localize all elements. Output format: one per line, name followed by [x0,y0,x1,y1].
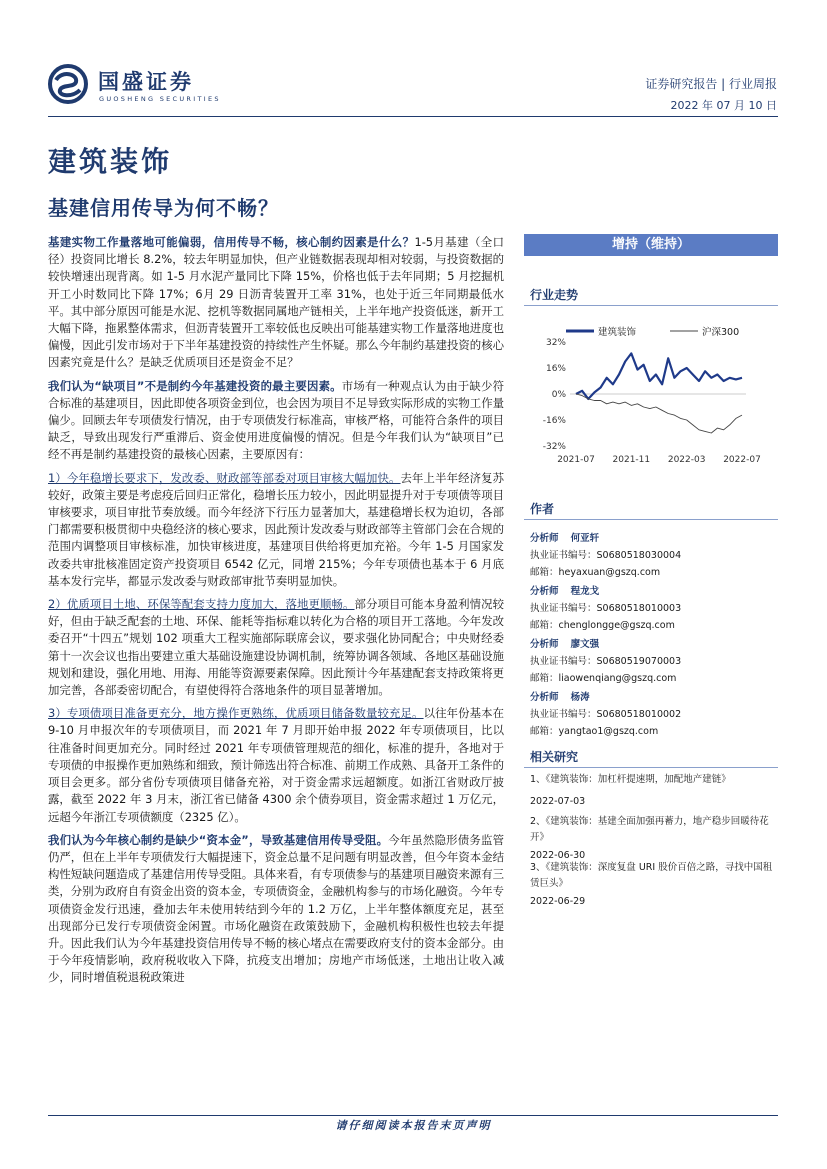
paragraph [48,378,504,464]
paragraph-lead: 3）专项债项目准备更充分，地方操作更熟练，优质项目储备数量较充足。 [48,706,424,721]
analyst-email[interactable]: 邮箱：heyaxuan@gszq.com [530,567,661,578]
paragraph-lead: 我们认为今年核心制约是缺少“资本金”，导致基建信用传导受阻。 [48,832,389,847]
brand-name: 国盛证券 [98,70,194,94]
guosheng-logo-icon [48,64,88,104]
related-section-title: 相关研究 [530,750,579,764]
analyst-email[interactable]: 邮箱：liaowenqiang@gszq.com [530,673,677,684]
related-report[interactable]: 3、《建筑装饰：深度复盘 URI 股价百倍之路，寻找中国租赁巨头》 2022-06-29 [530,862,773,907]
industry-title: 建筑装饰 [48,145,173,178]
paragraph-text: 今年虽然隐形债务监管仍严，但在上半年专项债发行大幅提速下，资金总量不足问题有明显改善，但今年资本金结构性短缺问题造成了基建信用传导受阻。具体来看，有专项债参与的基建项目融资来源有三类，分别为政府自有资金出资的资本金，专项债资金，金融机构参与的市场化融资。今年专项债资金发行迅速，叠加去年未使用转结到今年的 1.2 万亿，上半年整体额度充足，甚至出现部分已发行专项债资金闲置。市场化融资在政策鼓励下，金融机构积极性也较去年提升。因此我们认为今年基建投资信用传导不畅的核心堵点在需要政府支付的资本金部分。由于今年疫情影响，政府税收收入下降，抗疫支出增加；房地产市场低迷，土地出让收入减少，同时增值税退税政策进 [48,832,504,985]
paragraph [48,470,504,590]
x-tick-label: 2022-07 [723,455,761,465]
analyst-cert: 执业证书编号：S0680518010003 [530,603,682,614]
y-tick-label: -32% [542,442,566,452]
paragraph-text: 部分项目可能本身盈利情况较好，但由于缺乏配套的土地、环保、能耗等指标难以转化为合格的项目开工落地。今年发改委召开“十四五”规划 102 项重大工程实施部际联席会议，要求强化协同配合；中央财经委第十一次会议也指出要建立重大基础设施建设协调机制，统筹协调各领域、各地区基础设施规划和建设，强化用地、用海、用能等资源要素保障。因此预计今年基建配套支持政策将更加完善，各部委密切配合，有望使得符合落地条件的项目显著增加。 [48,597,504,698]
header-divider [48,116,778,117]
authors-section-title: 作者 [530,502,555,516]
series-line-sector [576,353,742,399]
trend-section-title: 行业走势 [530,288,579,302]
paragraph [48,705,504,825]
y-tick-label: 0% [551,390,566,400]
x-tick-label: 2021-07 [557,455,595,465]
report-body [48,234,504,993]
series-line-index [576,394,742,433]
paragraph-text: 市场有一种观点认为由于缺少符合标准的基建项目，因此即使各项资金到位，也会因为项目不足导致实际形成的实物工作量偏少。回顾去年专项债发行情况，由于专项债发行标准高，审核严格，可能符合条件的项目缺乏，导致出现发行严重滞后、资金使用进度偏慢的情况。但是今年我们认为“缺项目”已经不再是制约基建投资的最核心因素，主要原因有： [48,378,504,462]
paragraph-text: 去年上半年经济复苏较好，政策主要是考虑疫后回归正常化，稳增长压力较小，因此明显提升对于专项债等项目审核要求，项目审批节奏放缓。而今年经济下行压力显著加大，基建稳增长权为迫切，各部门都需要积极贯彻中央稳经济的核心要求，因此预计发改委与财政部等主管部门会在合规的范围内调整项目审核标准，加快审核进度，基建项目供给将更加充裕。今年 1-5 月国家发改委共审批核准固定资产投资项目 6542 亿元，同增 215%；今年专项债也基本于 6 月底基本发行完毕，都显示发改委与财政部审批节奏明显加快。 [48,470,504,588]
industry-trend-chart [524,318,778,468]
analyst-email[interactable]: 邮箱：chenglongge@gszq.com [530,620,675,631]
section-divider [524,767,778,768]
paragraph [48,832,504,987]
y-tick-label: 16% [545,364,566,374]
report-date: 2022 年 07 月 10 日 [670,99,777,112]
analyst-cert: 执业证书编号：S0680518030004 [530,550,682,561]
analyst-name-row: 分析师 廖文强 [530,639,600,650]
paragraph-lead: 基建实物工作量落地可能偏弱，信用传导不畅，核心制约因素是什么？ [48,235,415,249]
paragraph-text: 以往年份基本在 9-10 月申报次年的专项债项目，而 2021 年 7 月即开始申报 2022 年专项债项目，比以往准备时间更加充分。同时经过 2021 年专项债管理规范的细化，标准的提升，各地对于专项债的申报操作更加熟练和细致，预计筛选出符合标准、前期工作成熟、具备开工条件的项目会更多。部分省份专项债项目储备充裕，对于资金需求远超额度。如浙江省财政厅披露，截至 2022 年 3 月末，浙江省已储备 4300 余个债券项目，资金需求超过 1 万亿元，远超今年浙江专项债额度（2325 亿）。 [48,706,504,824]
footer-divider [48,1115,778,1116]
report-title: 基建信用传导为何不畅？ [48,196,279,220]
y-tick-label: 32% [545,338,566,348]
analyst-cert: 执业证书编号：S0680518010002 [530,709,682,720]
legend-label-index: 沪深300 [702,327,740,338]
analyst-cert: 执业证书编号：S0680519070003 [530,656,682,667]
x-tick-label: 2021-11 [612,455,651,465]
paragraph-lead: 我们认为“缺项目”不是制约今年基建投资的最主要因素。 [48,378,342,393]
chart-legend [566,326,739,338]
y-tick-label: -16% [542,416,566,426]
brand-name-en: GUOSHENG SECURITIES [99,95,221,103]
x-tick-label: 2022-03 [667,455,706,465]
paragraph [48,596,504,699]
related-report[interactable]: 1、《建筑装饰：加杠杆提速期，加配地产建链》 2022-07-03 [530,774,731,807]
analyst-name-row: 分析师 程龙戈 [530,586,600,597]
paragraph-text: 1-5月基建（全口径）投资同比增长 8.2%，较去年明显加快，但产业链数据表现却相对较弱，与投资数据的较快增速出现背离。如 1-5 月水泥产量同比下降 15%，价格也低于去年同期；5 月挖掘机开工小时数同比下降 17%；6月 29 日沥青装置开工率 31%，也处于近三年同期最低水平。其中部分原因可能是水泥、挖机等数据同属地产链相关，上半年地产投资低迷，新开工大幅下降，拖累整体需求，但沥青装置开工率较低也反映出可能基建实物工作量落地进度也偏慢，因此引发市场对于下半年基建投资的持续性产生怀疑。那么今年制约基建投资的核心因素究竟是什么？是缺乏优质项目还是资金不足？ [48,235,504,370]
analyst-email[interactable]: 邮箱：yangtao1@gszq.com [530,726,659,737]
related-report[interactable]: 2、《建筑装饰：基建全面加强再蓄力，地产稳步回暖待花开》 2022-06-30 [530,816,769,861]
paragraph [48,234,504,372]
paragraph-lead: 1）今年稳增长要求下，发改委、财政部等部委对项目审核大幅加快。 [48,470,401,485]
section-divider [524,519,778,520]
analyst-name-row: 分析师 杨涛 [530,692,590,703]
legend-label-sector: 建筑装饰 [598,327,637,338]
analyst-name-row: 分析师 何亚轩 [530,533,600,544]
section-divider [524,305,778,306]
disclaimer-note: 请仔细阅读本报告末页声明 [335,1119,492,1132]
paragraph-lead: 2）优质项目土地、环保等配套支持力度加大，落地更顺畅。 [48,597,355,612]
report-type: 证券研究报告 | 行业周报 [645,77,777,91]
rating-badge: 增持（维持） [524,234,778,256]
